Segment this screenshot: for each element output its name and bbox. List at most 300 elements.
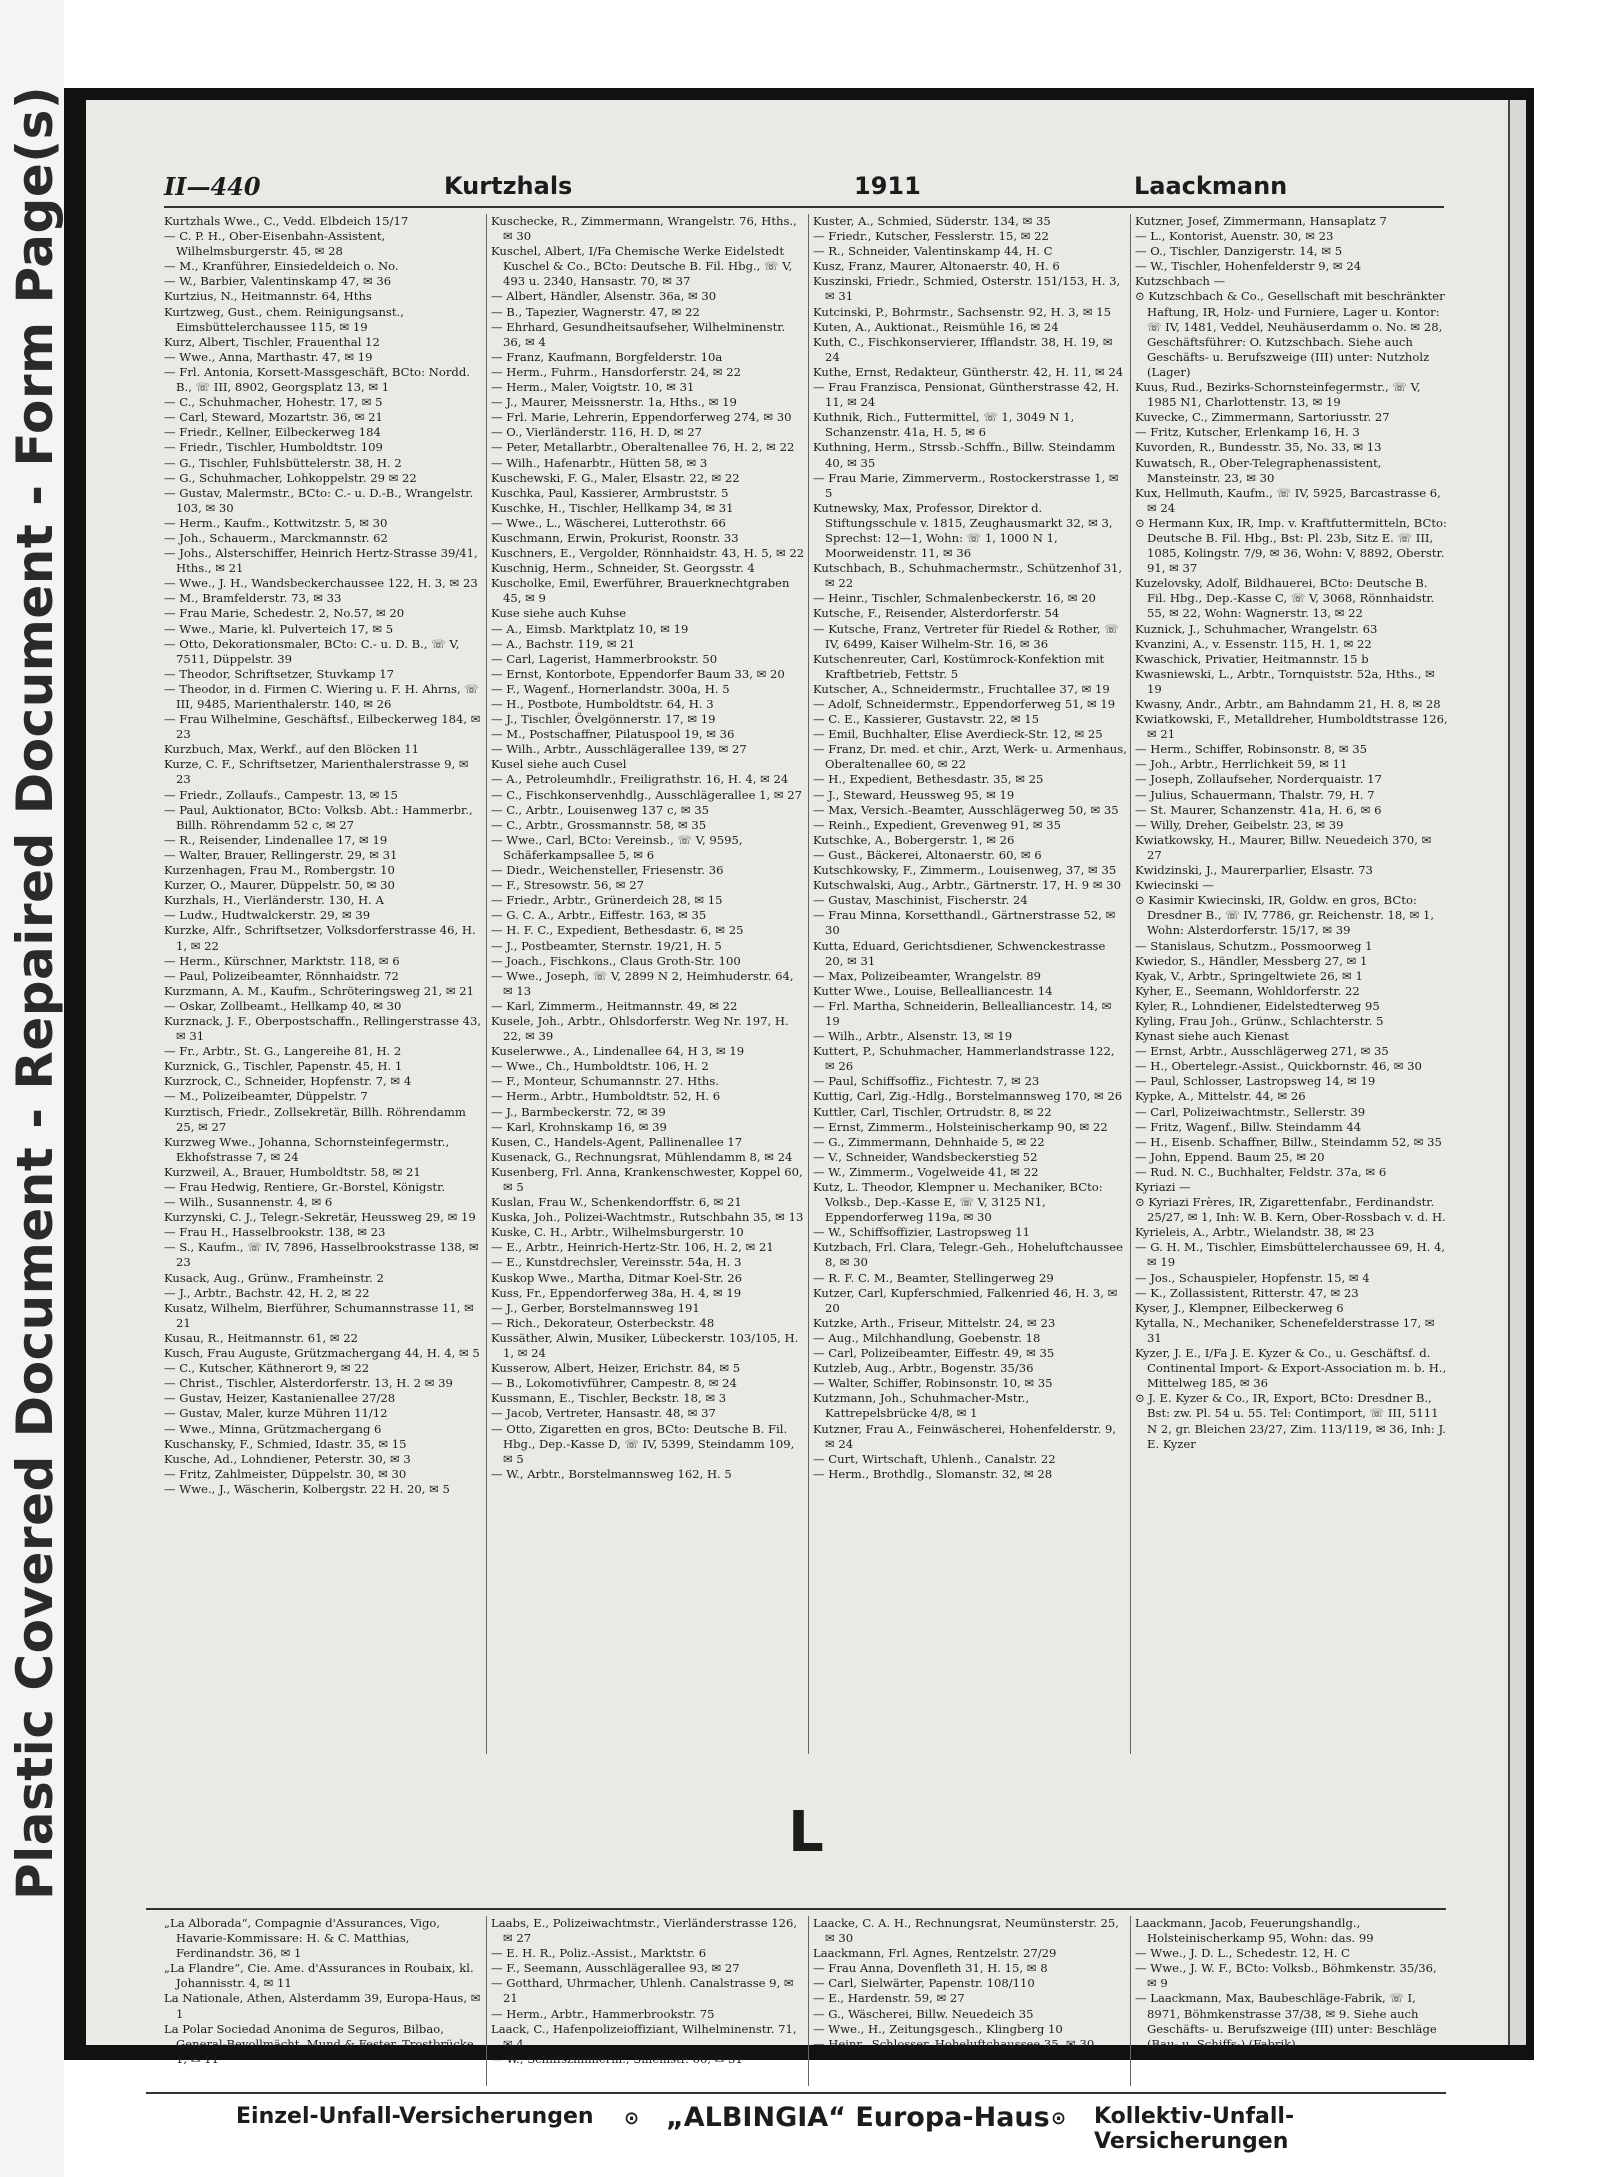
advertisement-footer [146, 2102, 1446, 2154]
directory-entry: — J., Steward, Heussweg 95, ✉ 19 [813, 787, 1015, 802]
directory-entry: Kutzschbach — [1135, 274, 1226, 289]
directory-entry: — W., Tischler, Hohenfelderstr 9, ✉ 24 [1135, 259, 1362, 274]
directory-entry: ⊙ J. E. Kyzer & Co., IR, Export, BCto: Dresdner B., Bst: zw. Pl. 54 u. 55. Tel: Contimport, ☏ III, 5111 N 2, gr. Bleichen 23/27, Zim. 113/119, ✉ 36, Inh: J. E. Kyzer [1135, 1391, 1446, 1451]
directory-entry: — Ernst, Kontorbote, Eppendorfer Baum 33, ✉ 20 [491, 666, 785, 681]
directory-entry: Kutzer, Carl, Kupferschmied, Falkenried 46, H. 3, ✉ 20 [813, 1285, 1118, 1315]
directory-entry: — Reinh., Expedient, Grevenweg 91, ✉ 35 [813, 817, 1062, 832]
directory-entry: Kuschansky, F., Schmied, Idastr. 35, ✉ 15 [164, 1436, 407, 1451]
divider-rule [146, 1908, 1446, 1910]
directory-entry: — Adolf, Schneidermstr., Eppendorferweg 51, ✉ 19 [813, 697, 1116, 711]
directory-entry: Kusenack, G., Rechnungsrat, Mühlendamm 8, ✉ 24 [491, 1149, 793, 1164]
column-4 [1130, 214, 1449, 1754]
directory-entry: Kurzer, O., Maurer, Düppelstr. 50, ✉ 30 [164, 878, 395, 893]
directory-entry: — Friedr., Kutscher, Fesslerstr. 15, ✉ 22 [813, 229, 1049, 244]
directory-entry: Kussmann, E., Tischler, Beckstr. 18, ✉ 3 [491, 1391, 727, 1406]
directory-entry: Kutzner, Josef, Zimmermann, Hansaplatz 7 [1135, 214, 1387, 228]
directory-entry: Kyher, E., Seemann, Wohldorferstr. 22 [1135, 983, 1360, 998]
directory-entry: — Walter, Brauer, Rellingerstr. 29, ✉ 31 [164, 847, 398, 862]
directory-entry: Kutz, L. Theodor, Klempner u. Mechaniker, BCto: Volksb., Dep.-Kasse E, ☏ V, 3125 N1, Eppendorferweg 119a, ✉ 30 [813, 1180, 1103, 1225]
side-strip [0, 0, 64, 2177]
directory-entry: Kurzenhagen, Frau M., Rombergstr. 10 [164, 863, 395, 878]
directory-entry: Kuschke, H., Tischler, Hellkamp 34, ✉ 31 [491, 500, 734, 515]
directory-entry: — Frau Marie, Zimmerverm., Rostockerstrasse 1, ✉ 5 [813, 470, 1119, 500]
directory-entry: — Wwe., Ch., Humboldtstr. 106, H. 2 [491, 1059, 709, 1074]
l-column-4 [1130, 1916, 1449, 2086]
directory-entry: Kyriazi — [1135, 1180, 1191, 1194]
directory-entry: Kuschewski, F. G., Maler, Elsastr. 22, ✉ 22 [491, 470, 740, 485]
directory-entry: — Walter, Schiffer, Robinsonstr. 10, ✉ 35 [813, 1376, 1053, 1391]
directory-entry: Kwaschick, Privatier, Heitmannstr. 15 b [1135, 651, 1369, 666]
page-edge [1508, 100, 1526, 2045]
directory-entry: — C. E., Kassierer, Gustavstr. 22, ✉ 15 [813, 712, 1040, 727]
directory-entry: — F., Seemann, Ausschlägerallee 93, ✉ 27 [491, 1961, 740, 1976]
directory-entry: Kwiecinski — [1135, 878, 1214, 893]
directory-entry: — Oskar, Zollbeamt., Hellkamp 40, ✉ 30 [164, 998, 402, 1013]
directory-entry: Kurztisch, Friedr., Zollsekretär, Billh. Röhrendamm 25, ✉ 27 [164, 1104, 466, 1134]
directory-entry: — Wilh., Hafenarbtr., Hütten 58, ✉ 3 [491, 455, 708, 470]
directory-entry: Kuth, C., Fischkonservierer, Ifflandstr. 38, H. 19, ✉ 24 [813, 334, 1113, 364]
directory-entry: Kurzweil, A., Brauer, Humboldtstr. 58, ✉ 21 [164, 1164, 421, 1179]
directory-entry: — G., Schuhmacher, Lohkoppelstr. 29 ✉ 22 [164, 470, 417, 485]
directory-entry: — Wwe., Carl, BCto: Vereinsb., ☏ V, 9595, Schäferkampsallee 5, ✉ 6 [491, 832, 743, 862]
footer-middle: „ALBINGIA“ Europa-Haus [666, 2102, 1050, 2133]
directory-entry: Kutzmann, Joh., Schuhmacher-Mstr., Kattrepelsbrücke 4/8, ✉ 1 [813, 1391, 1030, 1421]
directory-entry: — Joh., Arbtr., Herrlichkeit 59, ✉ 11 [1135, 757, 1348, 772]
directory-entry: Kuttig, Carl, Zig.-Hdlg., Borstelmannsweg 170, ✉ 26 [813, 1089, 1123, 1104]
directory-entry: — Carl, Polizeiwachtmstr., Sellerstr. 39 [1135, 1104, 1366, 1119]
directory-entry: Kyser, J., Klempner, Eilbeckerweg 6 [1135, 1300, 1344, 1315]
directory-entry: Kytalla, N., Mechaniker, Schenefelderstrasse 17, ✉ 31 [1135, 1315, 1435, 1345]
directory-entry: Kuster, A., Schmied, Süderstr. 134, ✉ 35 [813, 214, 1051, 228]
directory-entry: — G., Zimmermann, Dehnhaide 5, ✉ 22 [813, 1134, 1045, 1149]
column-2 [486, 214, 805, 1754]
directory-entry: Kutzbach, Frl. Clara, Telegr.-Geh., Hoheluftchaussee 8, ✉ 30 [813, 1240, 1123, 1270]
directory-entry: — Christ., Tischler, Alsterdorferstr. 13, H. 2 ✉ 39 [164, 1376, 453, 1391]
directory-entry: Kusz, Franz, Maurer, Altonaerstr. 40, H. 6 [813, 259, 1060, 274]
directory-entry: Kutzner, Frau A., Feinwäscherei, Hohenfelderstr. 9, ✉ 24 [813, 1421, 1117, 1451]
directory-entry: — Frau Marie, Schedestr. 2, No.57, ✉ 20 [164, 606, 405, 621]
directory-entry: — C., Schuhmacher, Hohestr. 17, ✉ 5 [164, 395, 383, 410]
directory-entry: — Frl. Marie, Lehrerin, Eppendorferweg 274, ✉ 30 [491, 410, 792, 425]
directory-entry: — B., Lokomotivführer, Campestr. 8, ✉ 24 [491, 1376, 737, 1391]
directory-entry: Kurzynski, C. J., Telegr.-Sekretär, Heussweg 29, ✉ 19 [164, 1210, 476, 1225]
column-1 [164, 214, 482, 1754]
directory-entry: — L., Kontorist, Auenstr. 30, ✉ 23 [1135, 229, 1334, 244]
directory-entry: Kuschmann, Erwin, Prokurist, Roonstr. 33 [491, 530, 739, 545]
directory-entry: — S., Kaufm., ☏ IV, 7896, Hasselbrookstrasse 138, ✉ 23 [164, 1240, 479, 1270]
directory-entry: — Herm., Maler, Voigtstr. 10, ✉ 31 [491, 380, 695, 395]
directory-entry: — W., Arbtr., Borstelmannsweg 162, H. 5 [491, 1466, 732, 1481]
directory-entry: Laabs, E., Polizeiwachtmstr., Vierländerstrasse 126, ✉ 27 [491, 1916, 798, 1946]
directory-entry: — E., Arbtr., Heinrich-Hertz-Str. 106, H. 2, ✉ 21 [491, 1240, 774, 1255]
directory-entry: Kuschnig, Herm., Schneider, St. Georgsstr. 4 [491, 561, 755, 576]
directory-entry: — Ludw., Hudtwalckerstr. 29, ✉ 39 [164, 908, 371, 923]
directory-entry: Kusack, Aug., Grünw., Framheinstr. 2 [164, 1270, 384, 1285]
directory-entry: — E. H. R., Poliz.-Assist., Marktstr. 6 [491, 1946, 707, 1961]
directory-entry: — Wwe., J. W. F., BCto: Volksb., Böhmkenstr. 35/36, ✉ 9 [1135, 1961, 1437, 1991]
side-label: Plastic Covered Document - Repaired Document - Form Page(s) [6, 85, 64, 1900]
directory-entry: — Frl. Antonia, Korsett-Massgeschäft, BCto: Nordd. B., ☏ III, 8902, Georgsplatz 13, ✉ 1 [164, 364, 470, 395]
directory-entry: — Friedr., Tischler, Humboldtstr. 109 [164, 440, 383, 455]
directory-entry: Kyzer, J. E., I/Fa J. E. Kyzer & Co., u. Geschäftsf. d. Continental Import- & Export-Association m. b. H., Mittelweg 185, ✉ 36 [1135, 1346, 1447, 1391]
directory-entry: Kynast siehe auch Kienast [1135, 1029, 1289, 1044]
directory-entry: Kyak, V., Arbtr., Springeltwiete 26, ✉ 1 [1135, 968, 1363, 983]
directory-entry: — C., Arbtr., Grossmannstr. 58, ✉ 35 [491, 817, 707, 832]
directory-entry: ⊙ Kutzschbach & Co., Gesellschaft mit beschränkter Haftung, IR, Holz- und Furniere, Lager u. Kontor: ☏ IV, 1481, Veddel, Neuhäuserdamm o. No. ✉ 28, Geschäftsführer: O. Kutzschbach. Siehe auch Geschäfts- u. Berufszweige (III) unter: Nutzholz (Lager) [1135, 289, 1445, 379]
directory-entry: — Paul, Schlosser, Lastropsweg 14, ✉ 19 [1135, 1074, 1376, 1089]
directory-entry: Kuschecke, R., Zimmermann, Wrangelstr. 76, Hths., ✉ 30 [491, 214, 797, 244]
directory-entry: — Paul, Auktionator, BCto: Volksb. Abt.: Hammerbr., Billh. Röhrendamm 52 c, ✉ 27 [164, 802, 473, 832]
directory-entry: Kutzke, Arth., Friseur, Mittelstr. 24, ✉ 23 [813, 1315, 1056, 1330]
directory-entry: — Aug., Milchhandlung, Goebenstr. 18 [813, 1330, 1041, 1345]
directory-entry: — J., Arbtr., Bachstr. 42, H. 2, ✉ 22 [164, 1285, 370, 1300]
directory-entry: Kyling, Frau Joh., Grünw., Schlachterstr. 5 [1135, 1013, 1384, 1028]
directory-entry: — Carl, Polizeibeamter, Eiffestr. 49, ✉ 35 [813, 1346, 1055, 1361]
directory-entry: Kuvecke, C., Zimmermann, Sartoriusstr. 27 [1135, 410, 1390, 425]
directory-entry: Kutter Wwe., Louise, Bellealliancestr. 14 [813, 983, 1053, 998]
directory-entry: — Wwe., Joseph, ☏ V, 2899 N 2, Heimhuderstr. 64, ✉ 13 [491, 968, 794, 998]
directory-entry: — Wilh., Arbtr., Alsenstr. 13, ✉ 19 [813, 1029, 1013, 1044]
directory-entry: Kyrieleis, A., Arbtr., Wielandstr. 38, ✉ 23 [1135, 1225, 1375, 1240]
directory-entry: — Max, Polizeibeamter, Wrangelstr. 89 [813, 968, 1042, 983]
directory-entry: Kutschbach, B., Schuhmachermstr., Schützenhof 31, ✉ 22 [813, 561, 1123, 591]
directory-entry: Kutsche, F., Reisender, Alsterdorferstr. 54 [813, 606, 1060, 621]
directory-entry: — Franz, Dr. med. et chir., Arzt, Werk- u. Armenhaus, Oberaltenallee 60, ✉ 22 [813, 742, 1127, 772]
directory-entry: — Friedr., Kellner, Eilbeckerweg 184 [164, 425, 381, 440]
directory-entry: — M., Polizeibeamter, Düppelstr. 7 [164, 1089, 368, 1104]
directory-entry: — H., Eisenb. Schaffner, Billw., Steindamm 52, ✉ 35 [1135, 1134, 1442, 1149]
directory-entry: — W., Zimmerm., Vogelweide 41, ✉ 22 [813, 1164, 1039, 1179]
directory-entry: — E., Hardenstr. 59, ✉ 27 [813, 1991, 965, 2006]
directory-entry: Kuselerwwe., A., Lindenallee 64, H 3, ✉ 19 [491, 1044, 745, 1059]
directory-entry: — G. H. M., Tischler, Eimsbüttelerchaussee 69, H. 4, ✉ 19 [1135, 1240, 1446, 1270]
directory-entry: — Gustav, Maschinist, Fischerstr. 24 [813, 893, 1028, 908]
directory-entry: — Herm., Kaufm., Kottwitzstr. 5, ✉ 30 [164, 515, 388, 530]
directory-entry: — Herm., Arbtr., Humboldtstr. 52, H. 6 [491, 1089, 721, 1104]
l-column-1 [164, 1916, 482, 2086]
directory-entry: Kuthe, Ernst, Redakteur, Güntherstr. 42, H. 11, ✉ 24 [813, 364, 1124, 379]
directory-entry: La Polar Sociedad Anonima de Seguros, Bilbao, General-Bevollmächt. Mund & Fester, Trostbrücke 1, ✉ 11 [164, 2021, 474, 2066]
directory-entry: Kutnewsky, Max, Professor, Direktor d. Stiftungsschule v. 1815, Zeughausmarkt 32, ✉ 3, Sprechst: 12—1, Wohn: ☏ 1, 1000 N 1, Moorweidenstr. 11, ✉ 36 [813, 500, 1113, 561]
directory-entry: Kusche, Ad., Lohndiener, Peterstr. 30, ✉ 3 [164, 1451, 411, 1466]
directory-entry: — F., Stresowstr. 56, ✉ 27 [491, 878, 644, 893]
directory-entry: Kutscher, A., Schneidermstr., Fruchtallee 37, ✉ 19 [813, 681, 1110, 696]
directory-entry: — Stanislaus, Schutzm., Possmoorweg 1 [1135, 938, 1373, 953]
directory-entry: Kusatz, Wilhelm, Bierführer, Schumannstrasse 11, ✉ 21 [164, 1300, 474, 1330]
directory-entry: Kusen, C., Handels-Agent, Pallinenallee 17 [491, 1134, 743, 1149]
directory-entry: — Wwe., H., Zeitungsgesch., Klingberg 10 [813, 2021, 1063, 2036]
directory-entry: „La Alborada“, Compagnie d'Assurances, Vigo, Havarie-Kommissare: H. & C. Matthias, Ferdinandstr. 36, ✉ 1 [164, 1916, 441, 1961]
directory-entry: Kuse siehe auch Kuhse [491, 606, 627, 621]
directory-entry: Kwiedor, S., Händler, Messberg 27, ✉ 1 [1135, 953, 1368, 968]
directory-entry: — Julius, Schauermann, Thalstr. 79, H. 7 [1135, 787, 1375, 802]
directory-entry: Kuthnik, Rich., Futtermittel, ☏ 1, 3049 N 1, Schanzenstr. 41a, H. 5, ✉ 6 [813, 410, 1075, 440]
directory-entry: Kuschel, Albert, I/Fa Chemische Werke Eidelstedt Kuschel & Co., BCto: Deutsche B. Fil. Hbg., ☏ V, 493 u. 2340, Hansastr. 70, ✉ 37 [491, 244, 793, 289]
directory-entry: Kurtzhals Wwe., C., Vedd. Elbdeich 15/17 [164, 214, 409, 228]
directory-entry: — Wilh., Susannenstr. 4, ✉ 6 [164, 1195, 333, 1210]
directory-entry: — H., Obertelegr.-Assist., Quickbornstr. 46, ✉ 30 [1135, 1059, 1422, 1074]
directory-entry: — A., Eimsb. Marktplatz 10, ✉ 19 [491, 621, 689, 636]
directory-entry: — Fritz, Kutscher, Erlenkamp 16, H. 3 [1135, 425, 1360, 440]
year: 1911 [854, 172, 921, 200]
section-letter: L [788, 1800, 824, 1865]
directory-entry: — O., Vierländerstr. 116, H. D, ✉ 27 [491, 425, 702, 440]
directory-entry: Kussäther, Alwin, Musiker, Lübeckerstr. 103/105, H. 1, ✉ 24 [491, 1330, 799, 1361]
directory-entry: Kurz, Albert, Tischler, Frauenthal 12 [164, 334, 380, 349]
directory-entry: — W., Schiffsoffizier, Lastropsweg 11 [813, 1225, 1031, 1240]
directory-entry: Kurzrock, C., Schneider, Hopfenstr. 7, ✉ 4 [164, 1074, 412, 1089]
directory-entry: Kusau, R., Heitmannstr. 61, ✉ 22 [164, 1330, 359, 1345]
directory-entry: Kurtzweg, Gust., chem. Reinigungsanst., Eimsbüttelerchaussee 115, ✉ 19 [164, 304, 404, 334]
directory-entry: — Carl, Steward, Mozartstr. 36, ✉ 21 [164, 410, 383, 425]
directory-entry: La Nationale, Athen, Alsterdamm 39, Europa-Haus, ✉ 1 [164, 1991, 481, 2021]
directory-entry: — Max, Versich.-Beamter, Ausschlägerweg 50, ✉ 35 [813, 802, 1119, 817]
directory-entry: — Albert, Händler, Alsenstr. 36a, ✉ 30 [491, 289, 717, 304]
directory-entry: Kusenberg, Frl. Anna, Krankenschwester, Koppel 60, ✉ 5 [491, 1164, 803, 1194]
directory-entry: — Peter, Metallarbtr., Oberaltenallee 76, H. 2, ✉ 22 [491, 440, 795, 455]
directory-entry: Kurzbuch, Max, Werkf., auf den Blöcken 11 [164, 742, 420, 757]
directory-entry: — H., Expedient, Bethesdastr. 35, ✉ 25 [813, 772, 1044, 787]
directory-entry: — Karl, Krohnskamp 16, ✉ 39 [491, 1119, 667, 1134]
directory-entry: — Paul, Schiffsoffiz., Fichtestr. 7, ✉ 23 [813, 1074, 1040, 1089]
directory-entry: — J., Barmbeckerstr. 72, ✉ 39 [491, 1104, 666, 1119]
footer-dot-icon: ⊙ [1051, 2108, 1067, 2129]
directory-entry: Kutschke, A., Bobergerstr. 1, ✉ 26 [813, 832, 1015, 847]
footer-left: Einzel-Unfall-Versicherungen [236, 2104, 594, 2129]
directory-entry: — Otto, Dekorationsmaler, BCto: C.- u. D. B., ☏ V, 7511, Düppelstr. 39 [164, 636, 460, 666]
directory-entry: — J., Maurer, Meissnerstr. 1a, Hths., ✉ 19 [491, 395, 737, 410]
directory-entry: Kux, Hellmuth, Kaufm., ☏ IV, 5925, Barcastrasse 6, ✉ 24 [1135, 485, 1441, 515]
directory-entry: — Wwe., J., Wäscherin, Kolbergstr. 22 H. 20, ✉ 5 [164, 1481, 450, 1496]
directory-entry: — Joseph, Zollaufseher, Norderquaistr. 17 [1135, 772, 1382, 787]
directory-entry: Kuznick, J., Schuhmacher, Wrangelstr. 63 [1135, 621, 1378, 636]
directory-entry: ⊙ Kasimir Kwiecinski, IR, Goldw. en gros, BCto: Dresdner B., ☏ IV, 7786, gr. Reichenstr. 18, ✉ 1, Wohn: Alsterdorferstr. 15/17, ✉ 39 [1135, 893, 1435, 938]
directory-entry: — Frau Wilhelmine, Geschäftsf., Eilbeckerweg 184, ✉ 23 [164, 712, 481, 742]
directory-entry: — Ernst, Arbtr., Ausschlägerweg 271, ✉ 35 [1135, 1044, 1389, 1059]
directory-entry: Kurtzius, N., Heitmannstr. 64, Hths [164, 289, 372, 304]
page-header [164, 166, 1444, 208]
directory-entry: — Theodor, Schriftsetzer, Stuvkamp 17 [164, 666, 394, 681]
directory-entry: — Wwe., J. D. L., Schedestr. 12, H. C [1135, 1946, 1350, 1961]
directory-entry: — K., Zollassistent, Ritterstr. 47, ✉ 23 [1135, 1285, 1359, 1300]
directory-entry: — Emil, Buchhalter, Elise Averdieck-Str. 12, ✉ 25 [813, 727, 1103, 742]
directory-entry: — M., Kranführer, Einsiedeldeich o. No. [164, 259, 399, 274]
directory-entry: — W., Schiffszimmerm., Sillemstr. 66, ✉ 31 [491, 2051, 743, 2066]
directory-entry: Kutschenreuter, Carl, Kostümrock-Konfektion mit Kraftbetrieb, Fettstr. 5 [813, 651, 1105, 681]
directory-entry: ⊙ Kyriazi Frères, IR, Zigarettenfabr., Ferdinandstr. 25/27, ✉ 1, Inh: W. B. Kern, Ober-Rossbach v. d. H. [1135, 1195, 1446, 1225]
directory-entry: Kuscholke, Emil, Ewerführer, Brauerknechtgraben 45, ✉ 9 [491, 576, 790, 606]
directory-entry: Kuss, Fr., Eppendorferweg 38a, H. 4, ✉ 19 [491, 1285, 742, 1300]
directory-entry: Kusserow, Albert, Heizer, Erichstr. 84, ✉ 5 [491, 1361, 741, 1376]
directory-entry: — Wwe., L., Wäscherei, Lutterothstr. 66 [491, 515, 726, 530]
directory-entry: — Herm., Arbtr., Hammerbrookstr. 75 [491, 2006, 715, 2021]
directory-entry: — Jos., Schauspieler, Hopfenstr. 15, ✉ 4 [1135, 1270, 1370, 1285]
directory-entry: Kuzelovsky, Adolf, Bildhauerei, BCto: Deutsche B. Fil. Hbg., Dep.-Kasse C, ☏ V, 3068, Rönnhaidstr. 55, ✉ 22, Wohn: Wagnerstr. 13, ✉ 22 [1135, 576, 1435, 621]
directory-entry: Kusch, Frau Auguste, Grützmachergang 44, H. 4, ✉ 5 [164, 1346, 480, 1361]
directory-page [86, 100, 1510, 2154]
footer-rule [146, 2092, 1446, 2094]
directory-entry: Kwidzinski, J., Maurerparlier, Elsastr. 73 [1135, 863, 1373, 878]
directory-entry: „La Flandre“, Cie. Ame. d'Assurances in Roubaix, kl. Johannisstr. 4, ✉ 11 [164, 1961, 474, 1991]
directory-entry: — Frl. Martha, Schneiderin, Bellealliancestr. 14, ✉ 19 [813, 998, 1112, 1028]
directory-entry: Kwasniewski, L., Arbtr., Tornquiststr. 52a, Hths., ✉ 19 [1135, 666, 1435, 696]
directory-entry: — Rud. N. C., Buchhalter, Feldstr. 37a, ✉ 6 [1135, 1164, 1387, 1179]
directory-entry: — J., Postbeamter, Sternstr. 19/21, H. 5 [491, 938, 722, 953]
directory-entry: Kusele, Joh., Arbtr., Ohlsdorferstr. Weg Nr. 197, H. 22, ✉ 39 [491, 1013, 789, 1044]
directory-entry: Kwiatkowski, F., Metalldreher, Humboldtstrasse 126, ✉ 21 [1135, 712, 1448, 742]
directory-entry: — Herm., Brothdlg., Slomanstr. 32, ✉ 28 [813, 1466, 1053, 1481]
directory-entry: — R., Reisender, Lindenallee 17, ✉ 19 [164, 832, 388, 847]
directory-entry: Kurze, C. F., Schriftsetzer, Marienthalerstrasse 9, ✉ 23 [164, 757, 469, 787]
listing-columns [164, 214, 1448, 1754]
directory-entry: Kuschners, E., Vergolder, Rönnhaidstr. 43, H. 5, ✉ 22 [491, 546, 805, 561]
directory-entry: — Ernst, Zimmerm., Holsteinischerkamp 90, ✉ 22 [813, 1119, 1108, 1134]
directory-entry: — Frau Hedwig, Rentiere, Gr.-Borstel, Königstr. [164, 1180, 446, 1194]
directory-entry: — R., Schneider, Valentinskamp 44, H. C [813, 244, 1053, 259]
directory-entry: — Kutsche, Franz, Vertreter für Riedel & Rother, ☏ IV, 6499, Kaiser Wilhelm-Str. 16, ✉ 36 [813, 621, 1119, 651]
directory-entry: Kuttler, Carl, Tischler, Ortrudstr. 8, ✉ 22 [813, 1104, 1052, 1119]
directory-entry: Kuus, Rud., Bezirks-Schornsteinfegermstr., ☏ V, 1985 N1, Charlottenstr. 13, ✉ 19 [1135, 380, 1421, 410]
directory-entry: Kutcinski, P., Bohrmstr., Sachsenstr. 92, H. 3, ✉ 15 [813, 304, 1112, 319]
directory-entry: Laackmann, Jacob, Feuerungshandlg., Holsteinischerkamp 95, Wohn: das. 99 [1135, 1916, 1374, 1946]
directory-entry: — G., Wäscherei, Billw. Neuedeich 35 [813, 2006, 1034, 2021]
directory-entry: — Willy, Dreher, Geibelstr. 23, ✉ 39 [1135, 817, 1344, 832]
directory-entry: — E., Kunstdrechsler, Vereinsstr. 54a, H. 3 [491, 1255, 742, 1270]
directory-entry: ⊙ Hermann Kux, IR, Imp. v. Kraftfuttermitteln, BCto: Deutsche B. Fil. Hbg., Bst: Pl. 23b, Sitz E. ☏ III, 1085, Kolingstr. 7/9, ✉ 36, Wohn: V, 8892, Oberstr. 91, ✉ 37 [1135, 515, 1447, 576]
directory-entry: — J., Tischler, Övelgönnerstr. 17, ✉ 19 [491, 712, 716, 727]
directory-entry: — Friedr., Arbtr., Grünerdeich 28, ✉ 15 [491, 893, 723, 908]
directory-entry: — Gotthard, Uhrmacher, Uhlenh. Canalstrasse 9, ✉ 21 [491, 1976, 794, 2006]
directory-entry: Kuske, C. H., Arbtr., Wilhelmsburgerstr. 10 [491, 1225, 744, 1240]
directory-entry: — Franz, Kaufmann, Borgfelderstr. 10a [491, 349, 723, 364]
directory-entry: Kurznack, J. F., Oberpostschaffn., Rellingerstrasse 43, ✉ 31 [164, 1013, 482, 1044]
directory-entry: Kvanzini, A., v. Essenstr. 115, H. 1, ✉ 22 [1135, 636, 1372, 651]
directory-entry: — R. F. C. M., Beamter, Stellingerweg 29 [813, 1270, 1054, 1285]
directory-entry: — Gust., Bäckerei, Altonaerstr. 60, ✉ 6 [813, 847, 1042, 862]
directory-entry: — Carl, Sielwärter, Papenstr. 108/110 [813, 1976, 1035, 1991]
directory-entry: — Herm., Fuhrm., Hansdorferstr. 24, ✉ 22 [491, 364, 742, 379]
directory-entry: — H. F. C., Expedient, Bethesdastr. 6, ✉ 25 [491, 923, 744, 938]
directory-entry: — Ehrhard, Gesundheitsaufseher, Wilhelminenstr. 36, ✉ 4 [491, 319, 786, 349]
directory-entry: Kuwatsch, R., Ober-Telegraphenassistent, Mansteinstr. 23, ✉ 30 [1135, 455, 1382, 485]
directory-entry: — Gustav, Heizer, Kastanienallee 27/28 [164, 1391, 396, 1406]
directory-entry: — Paul, Polizeibeamter, Rönnhaidstr. 72 [164, 968, 399, 983]
directory-entry: — St. Maurer, Schanzenstr. 41a, H. 6, ✉ 6 [1135, 802, 1382, 817]
directory-entry: — Johs., Alsterschiffer, Heinrich Hertz-Strasse 39/41, Hths., ✉ 21 [164, 546, 478, 576]
directory-entry: — C., Fischkonservenhdlg., Ausschlägerallee 1, ✉ 27 [491, 787, 803, 802]
directory-entry: — A., Petroleumhdlr., Freiligrathstr. 16, H. 4, ✉ 24 [491, 772, 789, 787]
directory-entry: — Wwe., Anna, Marthastr. 47, ✉ 19 [164, 349, 373, 364]
directory-entry: — W., Barbier, Valentinskamp 47, ✉ 36 [164, 274, 392, 289]
directory-entry: — Fritz, Zahlmeister, Düppelstr. 30, ✉ 30 [164, 1466, 407, 1481]
directory-entry: — Rich., Dekorateur, Osterbeckstr. 48 [491, 1315, 715, 1330]
directory-entry: — M., Postschaffner, Pilatuspool 19, ✉ 36 [491, 727, 735, 742]
directory-entry: — Frau Minna, Korsetthandl., Gärtnerstrasse 52, ✉ 30 [813, 908, 1116, 938]
directory-entry: — Joach., Fischkons., Claus Groth-Str. 100 [491, 953, 741, 968]
directory-entry: — A., Bachstr. 119, ✉ 21 [491, 636, 635, 651]
column-3 [808, 214, 1127, 1754]
directory-entry: — C. P. H., Ober-Eisenbahn-Assistent, Wilhelmsburgerstr. 45, ✉ 28 [164, 229, 386, 259]
directory-entry: Kuttert, P., Schuhmacher, Hammerlandstrasse 122, ✉ 26 [813, 1044, 1115, 1074]
directory-entry: — Theodor, in d. Firmen C. Wiering u. F. H. Ahrns, ☏ III, 9485, Marienthalerstr. 140, ✉ 26 [164, 681, 479, 711]
directory-entry: — Frau Anna, Dovenfleth 31, H. 15, ✉ 8 [813, 1961, 1048, 1976]
directory-entry: Kuska, Joh., Polizei-Wachtmstr., Rutschbahn 35, ✉ 13 [491, 1210, 804, 1225]
left-keyword: Kurtzhals [444, 172, 573, 200]
footer-dot-icon: ⊙ [624, 2108, 640, 2129]
directory-entry: — B., Tapezier, Wagnerstr. 47, ✉ 22 [491, 304, 700, 319]
directory-entry: Laack, C., Hafenpolizeioffiziant, Wilhelminenstr. 71, ✉ 4 [491, 2021, 797, 2051]
directory-entry: — Wilh., Arbtr., Ausschlägerallee 139, ✉ 27 [491, 742, 747, 757]
directory-entry: Kuten, A., Auktionat., Reismühle 16, ✉ 24 [813, 319, 1059, 334]
directory-entry: — F., Wagenf., Hornerlandstr. 300a, H. 5 [491, 681, 730, 696]
directory-entry: Kurznick, G., Tischler, Papenstr. 45, H. 1 [164, 1059, 403, 1074]
directory-entry: Kuschka, Paul, Kassierer, Armbruststr. 5 [491, 485, 729, 500]
l-section [164, 1916, 1448, 2086]
directory-entry: Kutta, Eduard, Gerichtsdiener, Schwenckestrasse 20, ✉ 31 [813, 938, 1106, 968]
directory-entry: Kwiatkowsky, H., Maurer, Billw. Neuedeich 370, ✉ 27 [1135, 832, 1432, 862]
directory-entry: Kuslan, Frau W., Schenkendorffstr. 6, ✉ 21 [491, 1195, 742, 1210]
directory-entry: — F., Monteur, Schumannstr. 27. Hths. [491, 1074, 719, 1089]
directory-entry: — Otto, Zigaretten en gros, BCto: Deutsche B. Fil. Hbg., Dep.-Kasse D, ☏ IV, 5399, Steindamm 109, ✉ 5 [491, 1421, 795, 1466]
directory-entry: Laackmann, Frl. Agnes, Rentzelstr. 27/29 [813, 1946, 1057, 1961]
directory-entry: — John, Eppend. Baum 25, ✉ 20 [1135, 1149, 1325, 1164]
directory-entry: — Herm., Schiffer, Robinsonstr. 8, ✉ 35 [1135, 742, 1368, 757]
directory-entry: Laacke, C. A. H., Rechnungsrat, Neumünsterstr. 25, ✉ 30 [813, 1916, 1119, 1946]
directory-entry: — C., Kutscher, Käthnerort 9, ✉ 22 [164, 1361, 370, 1376]
directory-entry: — J., Gerber, Borstelmannsweg 191 [491, 1300, 700, 1315]
directory-entry: — Heinr., Schlosser, Hoheluftchaussee 35, ✉ 30 [813, 2036, 1095, 2051]
footer-right: Kollektiv-Unfall-Versicherungen [1094, 2104, 1295, 2154]
directory-entry: Kurzweg Wwe., Johanna, Schornsteinfegermstr., Ekhofstrasse 7, ✉ 24 [164, 1134, 450, 1164]
directory-entry: — Laackmann, Max, Baubeschläge-Fabrik, ☏ I, 8971, Böhmkenstrasse 37/38, ✉ 9. Siehe auch Geschäfts- u. Berufszweige (III) unter: Beschläge (Bau- u. Schiffs-) (Fabrik) [1135, 1991, 1437, 2051]
directory-entry: — Frau Franzisca, Pensionat, Güntherstrasse 42, H. 11, ✉ 24 [813, 380, 1120, 410]
directory-entry: — M., Bramfelderstr. 73, ✉ 33 [164, 591, 342, 606]
directory-entry: — Fritz, Wagenf., Billw. Steindamm 44 [1135, 1119, 1362, 1134]
directory-entry: — Gustav, Maler, kurze Mühren 11/12 [164, 1406, 388, 1421]
right-keyword: Laackmann [1134, 172, 1288, 200]
directory-entry: Kuskop Wwe., Martha, Ditmar Koel-Str. 26 [491, 1270, 743, 1285]
directory-entry: — H., Postbote, Humboldtstr. 64, H. 3 [491, 697, 714, 711]
directory-entry: — Karl, Zimmerm., Heitmannstr. 49, ✉ 22 [491, 998, 738, 1013]
directory-entry: — Gustav, Malermstr., BCto: C.- u. D.-B., Wrangelstr. 103, ✉ 30 [164, 485, 474, 515]
directory-entry: — Joh., Schauerm., Marckmannstr. 62 [164, 530, 388, 545]
directory-entry: Kusel siehe auch Cusel [491, 757, 627, 772]
directory-entry: Kuthning, Herm., Strssb.-Schffn., Billw. Steindamm 40, ✉ 35 [813, 440, 1116, 470]
directory-entry: — Wwe., J. H., Wandsbeckerchaussee 122, H. 3, ✉ 23 [164, 576, 478, 591]
l-column-2 [486, 1916, 805, 2086]
directory-entry: — Frau H., Hasselbrookstr. 138, ✉ 23 [164, 1225, 386, 1240]
directory-entry: Kutschwalski, Aug., Arbtr., Gärtnerstr. 17, H. 9 ✉ 30 [813, 878, 1121, 893]
directory-entry: Kuszinski, Friedr., Schmied, Osterstr. 151/153, H. 3, ✉ 31 [813, 274, 1121, 304]
directory-entry: Kurzmann, A. M., Kaufm., Schröteringsweg 21, ✉ 21 [164, 983, 474, 998]
l-column-3 [808, 1916, 1127, 2086]
directory-entry: Kypke, A., Mittelstr. 44, ✉ 26 [1135, 1089, 1306, 1104]
directory-entry: — G., Tischler, Fuhlsbüttelerstr. 38, H. 2 [164, 455, 402, 470]
directory-entry: Kutzleb, Aug., Arbtr., Bogenstr. 35/36 [813, 1361, 1034, 1376]
directory-entry: Kuvorden, R., Bundesstr. 35, No. 33, ✉ 13 [1135, 440, 1382, 455]
directory-entry: — V., Schneider, Wandsbeckerstieg 52 [813, 1149, 1038, 1164]
directory-entry: — G. C. A., Arbtr., Eiffestr. 163, ✉ 35 [491, 908, 707, 923]
directory-entry: — Heinr., Tischler, Schmalenbeckerstr. 16, ✉ 20 [813, 591, 1096, 606]
directory-entry: — O., Tischler, Danzigerstr. 14, ✉ 5 [1135, 244, 1343, 259]
directory-entry: — Curt, Wirtschaft, Uhlenh., Canalstr. 22 [813, 1451, 1056, 1466]
directory-entry: — Wwe., Minna, Grützmachergang 6 [164, 1421, 382, 1436]
directory-entry: Kurzke, Alfr., Schriftsetzer, Volksdorferstrasse 46, H. 1, ✉ 22 [164, 923, 476, 953]
directory-entry: Kurzhals, H., Vierländerstr. 130, H. A [164, 893, 384, 908]
directory-entry: — Fr., Arbtr., St. G., Langereihe 81, H. 2 [164, 1044, 402, 1059]
directory-entry: Kyler, R., Lohndiener, Eidelstedterweg 95 [1135, 998, 1380, 1013]
directory-entry: — Diedr., Weichensteller, Friesenstr. 36 [491, 863, 724, 878]
